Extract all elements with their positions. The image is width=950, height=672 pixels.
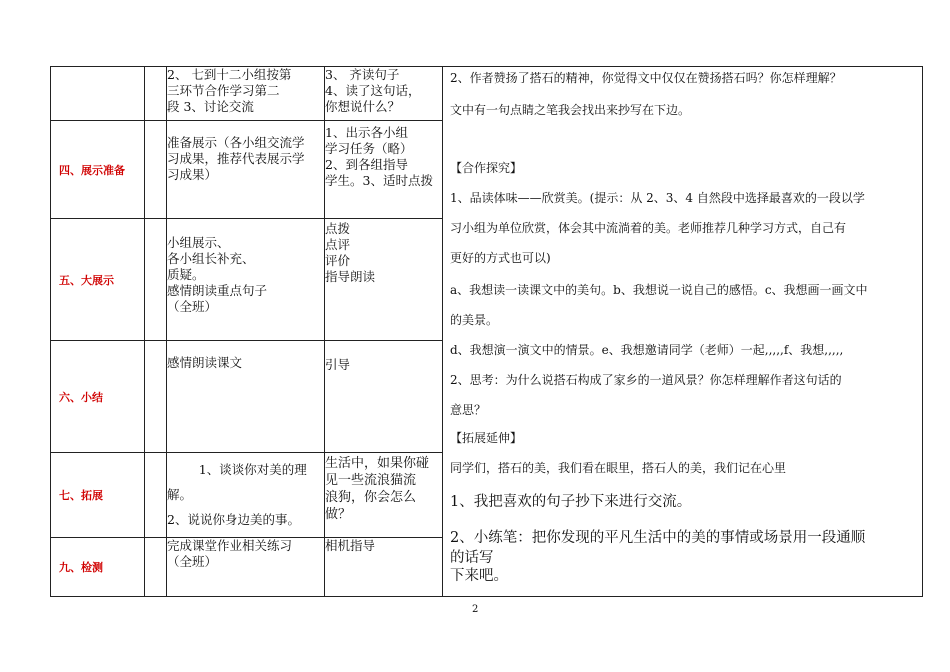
spacer-cell bbox=[145, 219, 167, 341]
spacer-cell bbox=[145, 121, 167, 219]
section-heading-cooperative: 【合作探究】 bbox=[450, 161, 523, 175]
spacer-cell bbox=[145, 341, 167, 453]
task-2-line-2: 意思？ bbox=[450, 403, 487, 417]
activity-cell: 1、谈谈你对美的理 解。 2、说说你身边美的事。 bbox=[167, 453, 325, 538]
exercise-1: 1、我把喜欢的句子抄下来进行交流。 bbox=[450, 494, 692, 510]
lesson-plan-table bbox=[50, 66, 923, 597]
exercise-2-line-3: 下来吧。 bbox=[450, 568, 508, 584]
task-2-line-1: 2、思考：为什么说搭石构成了家乡的一道风景？你怎样理解作者这句话的 bbox=[450, 373, 842, 387]
guidance-cell: 1、出示各小组 学习任务（略） 2、到各组指导 学生。3、适时点拨 bbox=[325, 121, 443, 219]
extension-intro: 同学们，搭石的美，我们看在眼里，搭石人的美，我们记在心里 bbox=[450, 461, 787, 475]
question-2: 2、作者赞扬了搭石的精神，你觉得文中仅仅在赞扬搭石吗？你怎样理解？ bbox=[450, 71, 842, 85]
quote-prompt: 文中有一句点睛之笔我会找出来抄写在下边。 bbox=[450, 103, 691, 117]
table-row bbox=[51, 67, 923, 121]
options-line-2: 的美景。 bbox=[450, 313, 499, 327]
stage-cell: 六、小结 bbox=[51, 341, 145, 453]
right-column-cell bbox=[443, 67, 923, 597]
stage-cell: 五、大展示 bbox=[51, 219, 145, 341]
task-1-line-1: 1、品读体味——欣赏美。(提示：从 2、3、4 自然段中选择最喜欢的一段以学 bbox=[450, 191, 865, 205]
guidance-cell: 引导 bbox=[325, 341, 443, 453]
task-1-line-2: 习小组为单位欣赏，体会其中流淌着的美。老师推荐几种学习方式，自己有 bbox=[450, 221, 847, 235]
guidance-cell: 相机指导 bbox=[325, 538, 443, 597]
stage-cell: 四、展示准备 bbox=[51, 121, 145, 219]
activity-cell: 2、 七到十二小组按第 三环节合作学习第二 段 3、讨论交流 bbox=[167, 67, 325, 121]
exercise-2-line-2: 的话写 bbox=[450, 550, 494, 566]
stage-cell bbox=[51, 67, 145, 121]
spacer-cell bbox=[145, 67, 167, 121]
activity-cell: 准备展示（各小组交流学 习成果，推荐代表展示学 习成果） bbox=[167, 121, 325, 219]
guidance-cell: 生活中，如果你碰 见一些流浪猫流 浪狗，你会怎么 做？ bbox=[325, 453, 443, 538]
spacer-cell bbox=[145, 453, 167, 538]
exercise-2-line-1: 2、小练笔：把你发现的平凡生活中的美的事情或场景用一段通顺 bbox=[450, 530, 866, 546]
activity-cell: 感情朗读课文 bbox=[167, 341, 325, 453]
guidance-cell: 点拨 点评 评价 指导朗读 bbox=[325, 219, 443, 341]
task-1-line-3: 更好的方式也可以) bbox=[450, 251, 551, 265]
section-heading-extension: 【拓展延伸】 bbox=[450, 431, 523, 445]
activity-cell: 完成课堂作业相关练习 （全班） bbox=[167, 538, 325, 597]
activity-cell: 小组展示、 各小组长补充、 质疑。 感情朗读重点句子 （全班） bbox=[167, 219, 325, 341]
options-line-1: a、我想读一读课文中的美句。b、我想说一说自己的感悟。c、我想画一画文中 bbox=[450, 283, 868, 297]
spacer-cell bbox=[145, 538, 167, 597]
stage-cell: 九、检测 bbox=[51, 538, 145, 597]
guidance-cell: 3、 齐读句子 4、读了这句话， 你想说什么？ bbox=[325, 67, 443, 121]
page-number: 2 bbox=[472, 604, 479, 615]
options-line-3: d、我想演一演文中的情景。e、我想邀请同学（老师）一起,,,,,f、我想,,,,, bbox=[450, 343, 844, 357]
stage-cell: 七、拓展 bbox=[51, 453, 145, 538]
